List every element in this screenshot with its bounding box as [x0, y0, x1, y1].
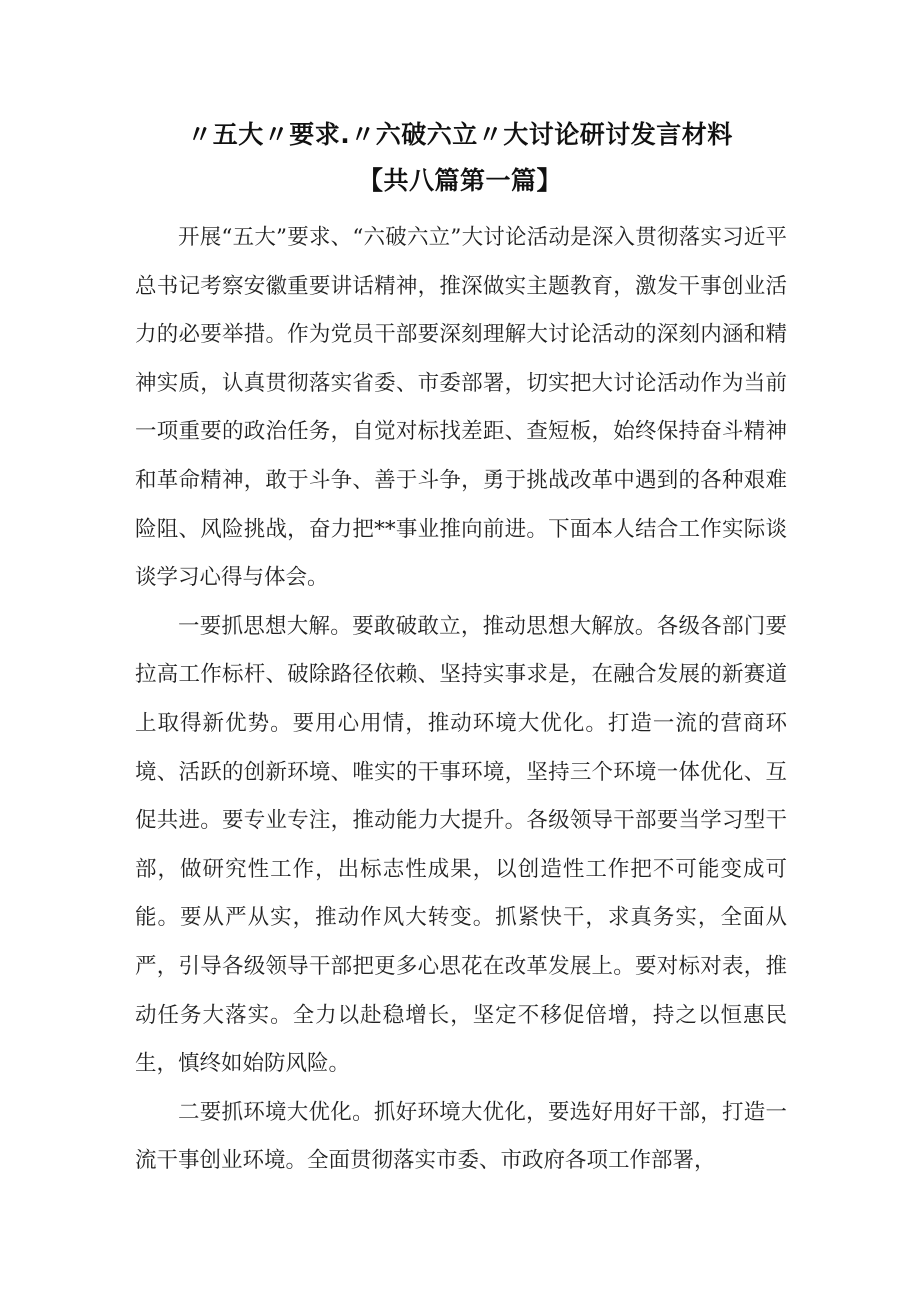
- paragraph-section-1: 一要抓思想大解。要敢破敢立，推动思想大解放。各级各部门要拉高工作标杆、破除路径依赖、坚持实事求是，在融合发展的新赛道上取得新优势。要用心用情，推动环境大优化。打造一流的营商环境、活跃的创新环境、唯实的干事环境，坚持三个环境一体优化、互促共进。要专业专注，推动能力大提升。各级领导干部要当学习型干部，做研究性工作，出标志性成果，以创造性工作把不可能变成可能。要从严从实，推动作风大转变。抓紧快干，求真务实，全面从严，引导各级领导干部把更多心思花在改革发展上。要对标对表，推动任务大落实。全力以赴稳增长，坚定不移促倍增，持之以恒惠民生，慎终如始防风险。: [135, 613, 787, 1077]
- paragraph-section-2: 二要抓环境大优化。抓好环境大优化，要选好用好干部，打造一流干事创业环境。全面贯彻落实市委、市政府各项工作部署，: [135, 1099, 787, 1174]
- document-title: [0, 112, 920, 204]
- document-body: [135, 214, 787, 1186]
- title-line-1: 〃五大〃要求.〃六破六立〃大讨论研讨发言材料: [187, 120, 733, 149]
- title-line-2: 【共八篇第一篇】: [357, 166, 562, 195]
- paragraph-intro: 开展“五大”要求、“六破六立”大讨论活动是深入贯彻落实习近平总书记考察安徽重要讲话精神，推深做实主题教育，激发干事创业活力的必要举措。作为党员干部要深刻理解大讨论活动的深刻内涵和精神实质，认真贯彻落实省委、市委部署，切实把大讨论活动作为当前一项重要的政治任务，自觉对标找差距、查短板，始终保持奋斗精神和革命精神，敢于斗争、善于斗争，勇于挑战改革中遇到的各种艰难险阻、风险挑战，奋力把**事业推向前进。下面本人结合工作实际谈谈学习心得与体会。: [135, 225, 787, 591]
